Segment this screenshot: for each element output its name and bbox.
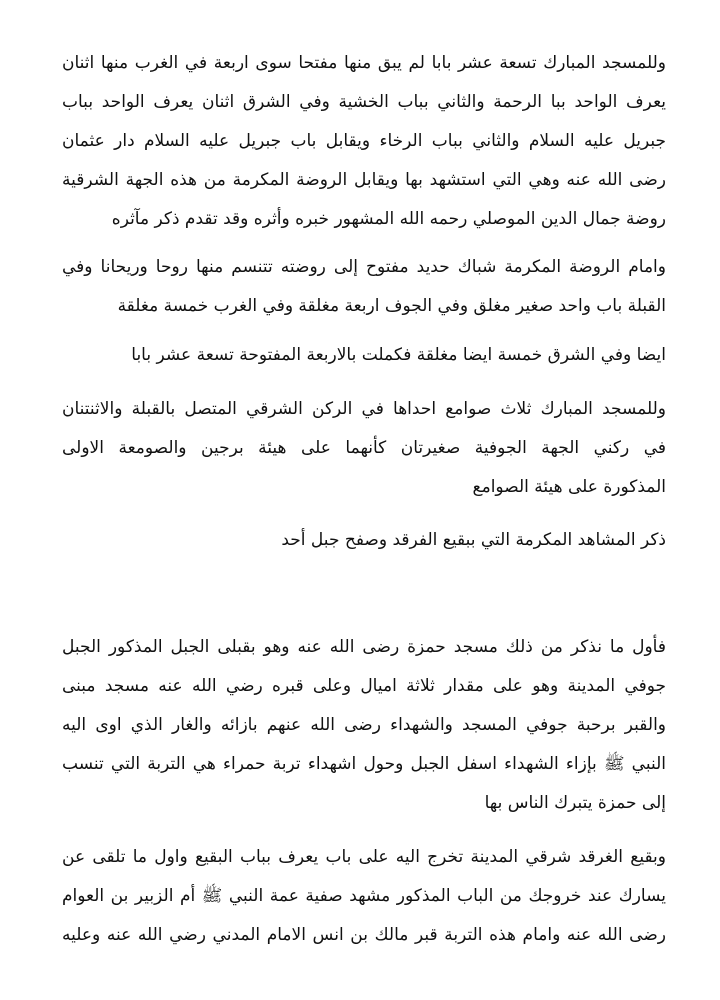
text-line: إلى حمزة يتبرك الناس بها (484, 793, 666, 813)
paragraph-baqi (62, 838, 666, 955)
text-line: روضة جمال الدين الموصلي رحمه الله المشهور خبره وأثره وقد تقدم ذكر مآثره (111, 209, 666, 229)
text-line: يعرف الواحد ببا الرحمة والثاني بباب الخشية وفي الشرق اثنان يعرف الواحد بباب (62, 92, 666, 112)
text-line: يسارك عند خروجك من الباب المذكور مشهد صفية عمة النبي ﷺ أم الزبير بن العوام (62, 886, 666, 906)
text-line: وامام الروضة المكرمة شباك حديد مفتوح إلى روضته تتنسم منها روحا وريحانا وفي (62, 257, 666, 277)
text-line: وبقيع الغرقد شرقي المدينة تخرج اليه على باب يعرف بباب البقيع واول ما تلقى عن (62, 847, 666, 867)
text-line: رضى الله عنه وامام هذه التربة قبر مالك بن انس الامام المدني رضي الله عنه وعليه (62, 925, 666, 945)
text-line: والقبر برحبة جوفي المسجد والشهداء رضى الله عنهم بازائه والغار الذي اوى اليه (62, 715, 666, 735)
text-line: فأول ما نذكر من ذلك مسجد حمزة رضى الله عنه وهو بقبلى الجبل المذكور الجبل (62, 637, 666, 657)
text-line: المذكورة على هيئة الصوامع (472, 477, 666, 497)
paragraph-doors (62, 44, 666, 239)
text-line: ذكر المشاهد المكرمة التي ببقيع الفرقد وصفح جبل أحد (281, 530, 666, 550)
text-line: رضى الله عنه وهي التي استشهد بها ويقابل الروضة المكرمة من هذه الجهة الشرقية (62, 170, 666, 190)
section-heading (62, 521, 666, 560)
text-line: جبريل عليه السلام والثاني بباب الرخاء ويقابل باب جبريل عليه السلام دار عثمان (62, 131, 666, 151)
text-line: وللمسجد المبارك ثلاث صوامع احداها في الركن الشرقي المتصل بالقبلة والاثنتنان (62, 399, 666, 419)
text-line: جوفي المدينة وهو على مقدار ثلاثة اميال وعلى قبره رضي الله عنه مسجد مبنى (62, 676, 666, 696)
text-line: وللمسجد المبارك تسعة عشر بابا لم يبق منها مفتحا سوى اربعة في الغرب منها اثنان (62, 53, 666, 73)
text-line: القبلة باب واحد صغير مغلق وفي الجوف اربعة مغلقة وفي الغرب خمسة مغلقة (117, 296, 666, 316)
paragraph-rawda-window (62, 248, 666, 326)
text-line: النبي ﷺ بإزاء الشهداء اسفل الجبل وحول اشهداء تربة حمراء هي التربة التي تنسب (62, 754, 666, 774)
paragraph-hamza-mosque (62, 628, 666, 823)
paragraph-east-doors (62, 336, 666, 375)
text-line: في ركني الجهة الجوفية صغيرتان كأنهما على هيئة برجين والصومعة الاولى (62, 438, 666, 458)
text-line: ايضا وفي الشرق خمسة ايضا مغلقة فكملت بالاربعة المفتوحة تسعة عشر بابا (131, 345, 666, 365)
paragraph-minarets (62, 390, 666, 507)
